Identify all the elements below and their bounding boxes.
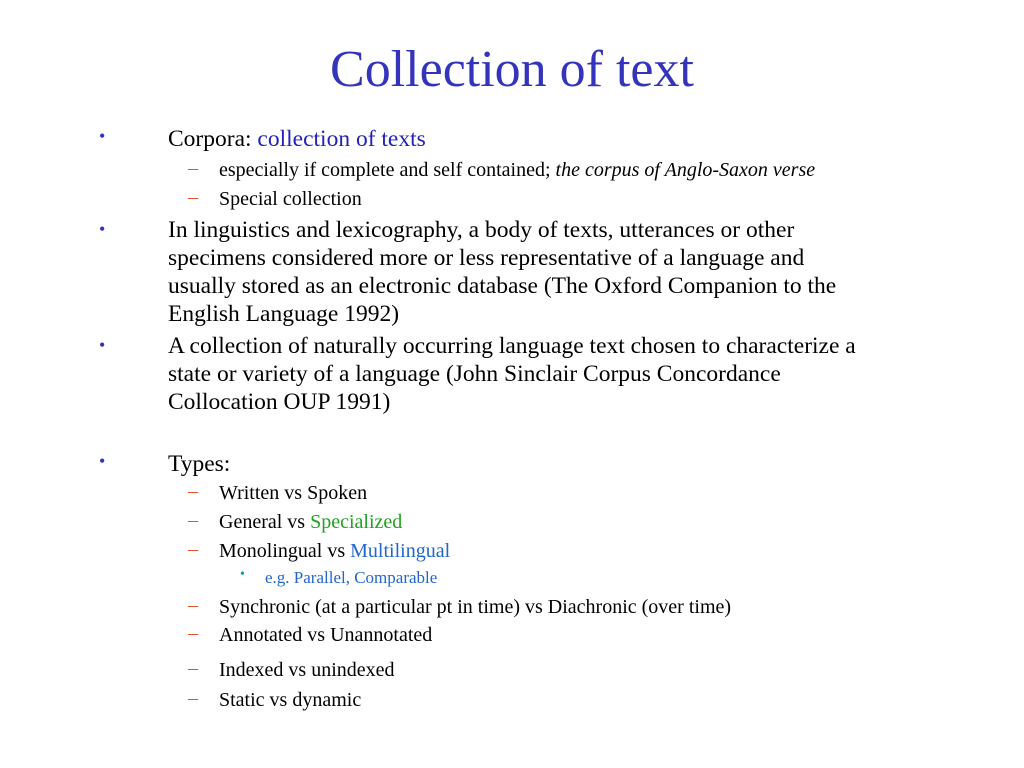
type-item-highlight: Multilingual: [350, 540, 451, 562]
bullet-line: usually stored as an electronic database (The Oxford Companion to the: [168, 273, 837, 299]
type-item-text: [219, 539, 450, 563]
dash-icon: –: [188, 157, 198, 179]
type-item-text: Static vs dynamic: [219, 689, 362, 711]
sub-item-text: [219, 158, 815, 182]
slide-title: Collection of text: [330, 41, 694, 98]
bullet-icon: •: [99, 451, 106, 471]
dash-icon: –: [188, 687, 198, 709]
bullet-text: [168, 216, 928, 328]
type-item-text: Written vs Spoken: [219, 482, 368, 504]
dash-icon: –: [188, 657, 198, 679]
bullet-icon: •: [99, 219, 106, 239]
sub-item-italic: the corpus of Anglo-Saxon verse: [555, 159, 816, 181]
bullet-icon: •: [99, 126, 106, 146]
sub-item-text: Special collection: [219, 188, 362, 210]
type-item-plain: Monolingual vs: [219, 540, 351, 562]
dash-icon: –: [188, 538, 198, 560]
bullet-text: [168, 125, 928, 153]
dash-icon: –: [188, 480, 198, 502]
type-item-text: [219, 510, 402, 534]
bullet-icon: •: [99, 335, 106, 355]
bullet-line: specimens considered more or less representative of a language and: [168, 245, 805, 271]
bullet-lead: Corpora:: [168, 126, 258, 152]
subbullet-icon: •: [240, 567, 245, 582]
type-item-text: Annotated vs Unannotated: [219, 624, 433, 646]
type-item-text: Synchronic (at a particular pt in time) vs Diachronic (over time): [219, 596, 732, 618]
type-item-text: Indexed vs unindexed: [219, 659, 395, 681]
bullet-line: state or variety of a language (John Sinclair Corpus Concordance: [168, 361, 781, 387]
dash-icon: –: [188, 509, 198, 531]
type-item-highlight: Specialized: [310, 511, 403, 533]
type-item-plain: General vs: [219, 511, 311, 533]
dash-icon: –: [188, 186, 198, 208]
bullet-highlight: collection of texts: [257, 126, 426, 152]
bullet-text: [168, 332, 928, 416]
bullet-line: In linguistics and lexicography, a body of texts, utterances or other: [168, 217, 795, 243]
sub-sub-item-text: e.g. Parallel, Comparable: [265, 568, 438, 587]
dash-icon: –: [188, 622, 198, 644]
bullet-line: Collocation OUP 1991): [168, 389, 391, 415]
bullet-line: A collection of naturally occurring language text chosen to characterize a: [168, 333, 856, 359]
sub-item-plain: especially if complete and self contained;: [219, 159, 556, 181]
bullet-text: Types:: [168, 451, 231, 477]
bullet-line: English Language 1992): [168, 301, 400, 327]
dash-icon: –: [188, 594, 198, 616]
